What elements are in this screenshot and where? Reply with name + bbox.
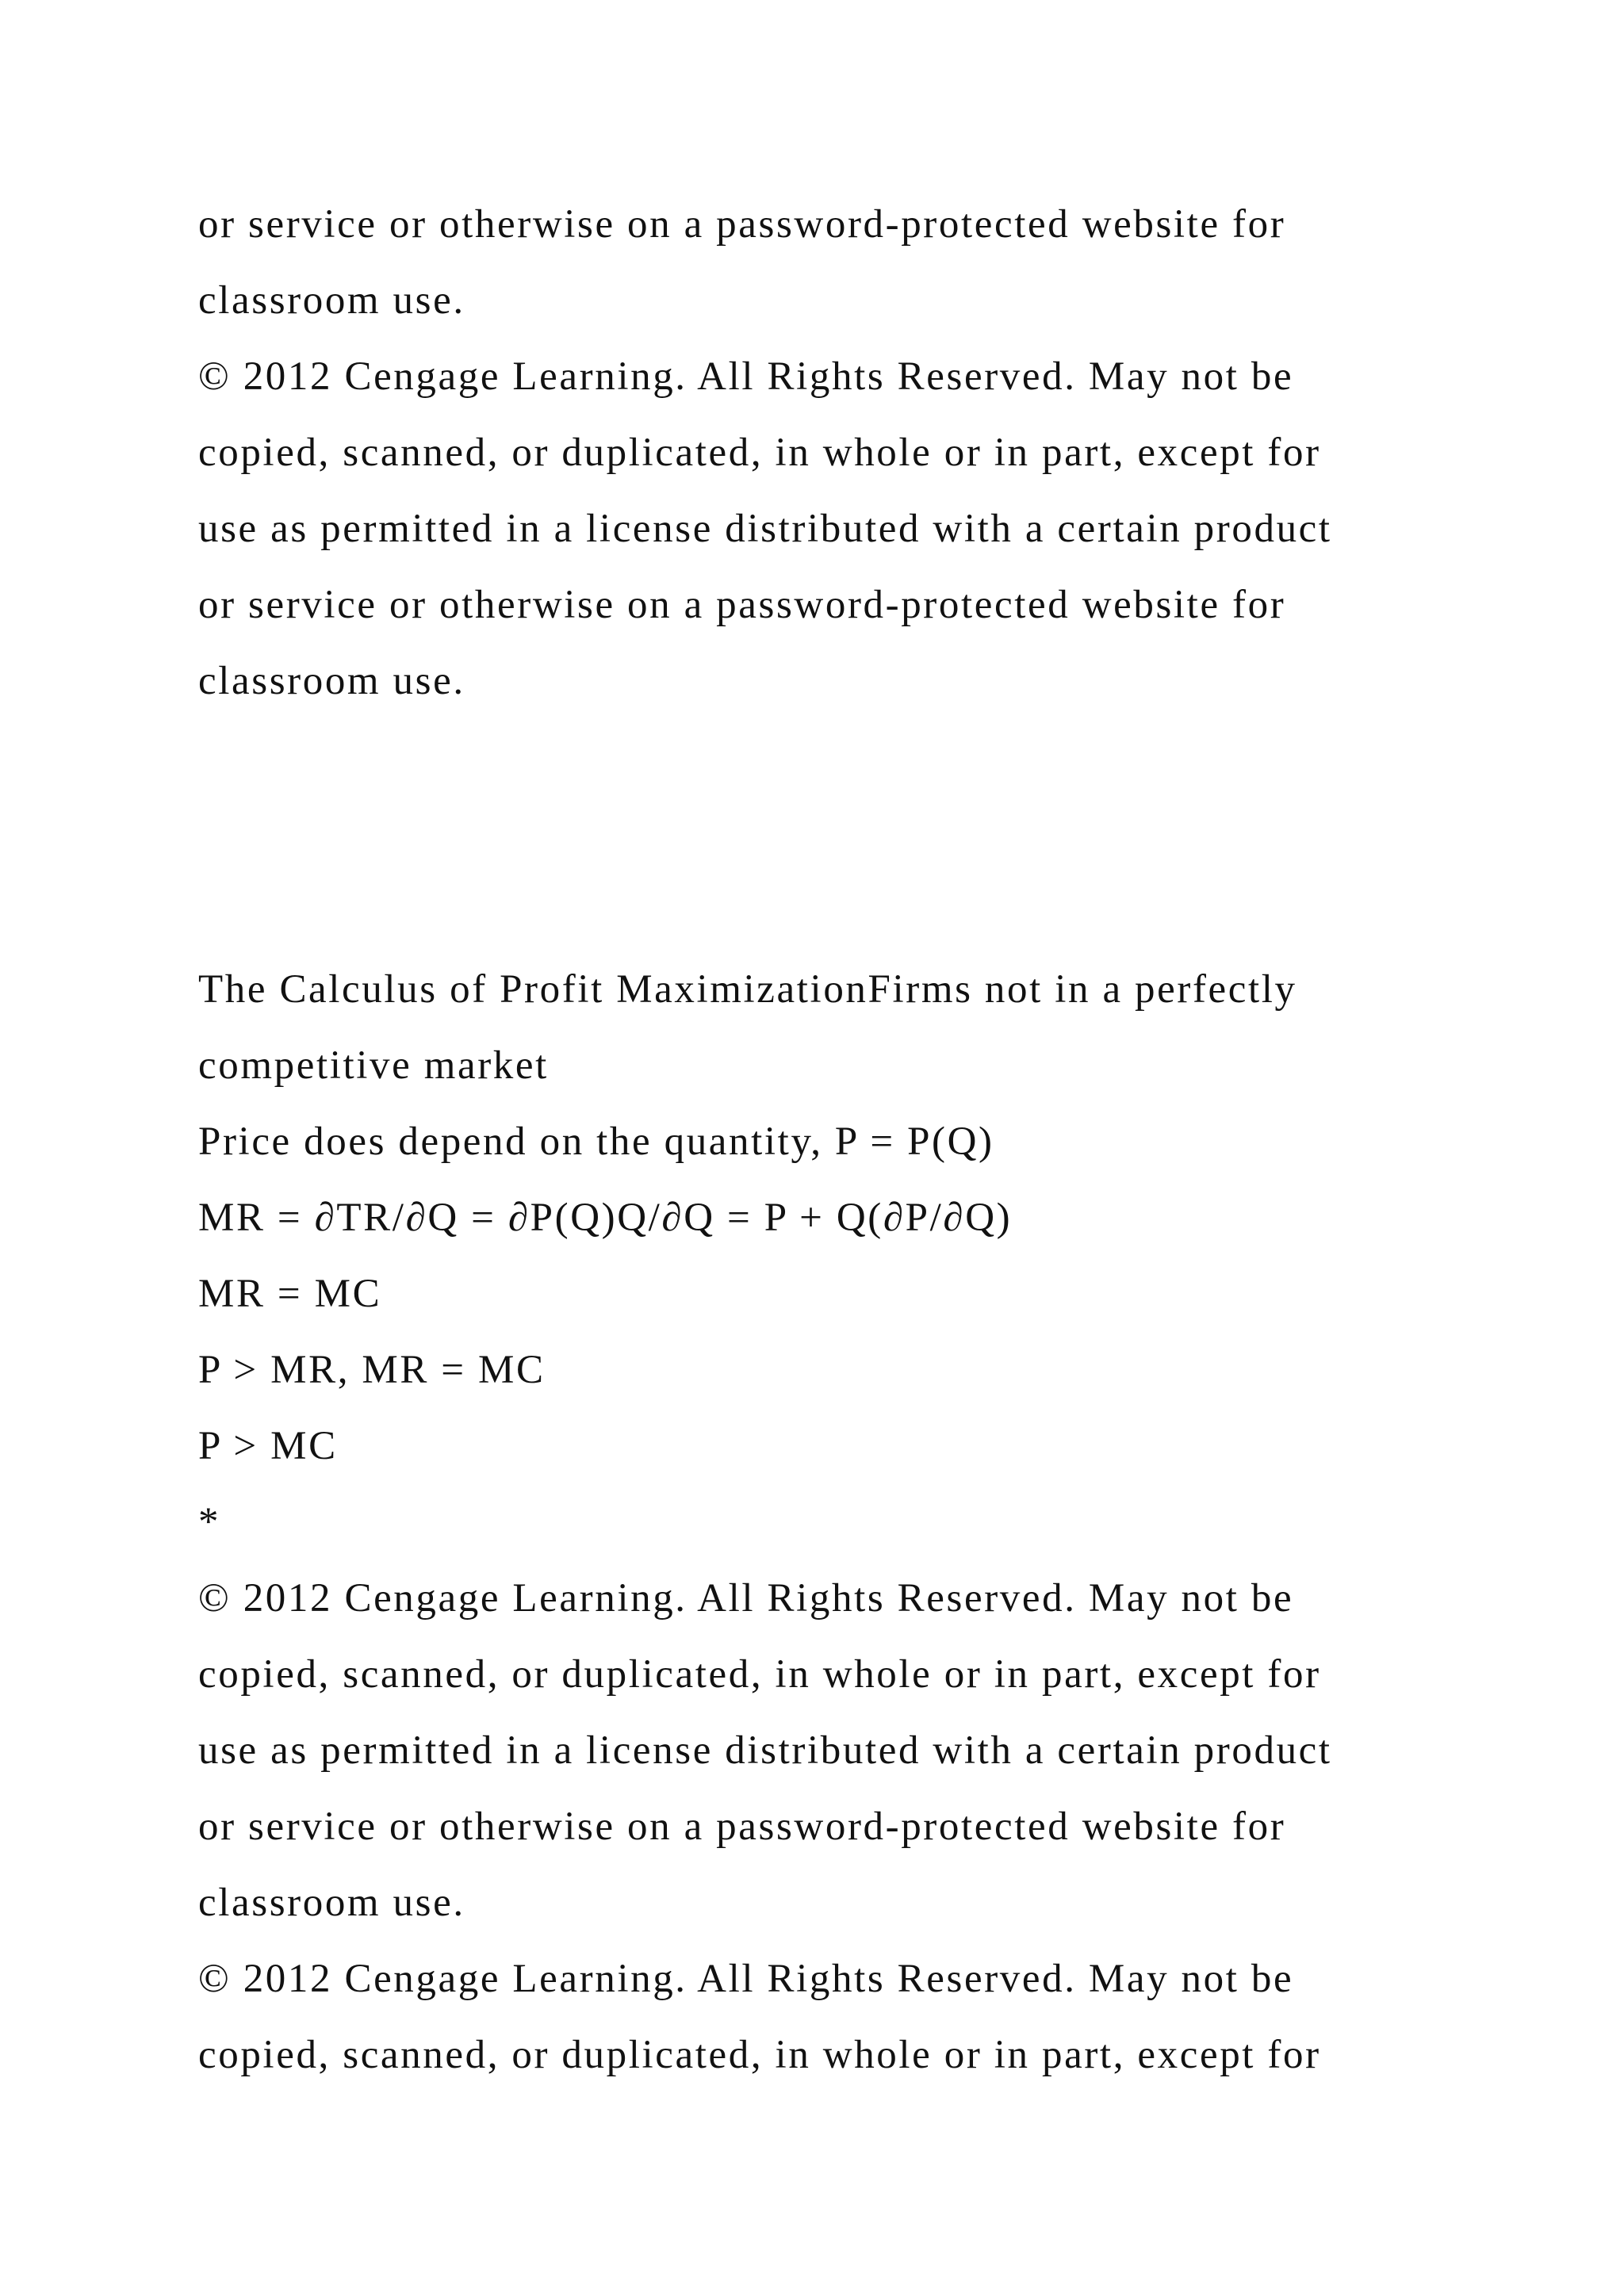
text-line: use as permitted in a license distributed with a certain product: [198, 507, 1332, 551]
text-line: copied, scanned, or duplicated, in whole or in part, except for: [198, 2033, 1321, 2077]
text-line: copied, scanned, or duplicated, in whole or in part, except for: [198, 430, 1321, 475]
text-line: classroom use.: [198, 659, 465, 703]
text-line: Price does depend on the quantity, P = P(Q): [198, 1119, 994, 1164]
text-line: or service or otherwise on a password-protected website for: [198, 202, 1286, 247]
equation-line: MR = MC: [198, 1272, 382, 1316]
section-heading-line: competitive market: [198, 1043, 549, 1088]
text-line: © 2012 Cengage Learning. All Rights Reserved. May not be: [198, 1957, 1294, 2001]
section-heading-line: The Calculus of Profit MaximizationFirms not in a perfectly: [198, 967, 1297, 1012]
equation-line: MR = ∂TR/∂Q = ∂P(Q)Q/∂Q = P + Q(∂P/∂Q): [198, 1196, 1013, 1240]
text-line: or service or otherwise on a password-protected website for: [198, 583, 1286, 627]
text-line: classroom use.: [198, 1881, 465, 1925]
copyright-text-block-top: [198, 186, 1499, 719]
asterisk-marker: *: [198, 1500, 221, 1544]
equation-line: P > MR, MR = MC: [198, 1348, 546, 1392]
text-line: or service or otherwise on a password-protected website for: [198, 1804, 1286, 1849]
profit-maximization-text-block: [198, 951, 1499, 2093]
text-line: © 2012 Cengage Learning. All Rights Reserved. May not be: [198, 1576, 1294, 1621]
text-line: copied, scanned, or duplicated, in whole or in part, except for: [198, 1652, 1321, 1697]
equation-line: P > MC: [198, 1424, 338, 1468]
text-line: use as permitted in a license distributed with a certain product: [198, 1728, 1332, 1773]
text-line: © 2012 Cengage Learning. All Rights Reserved. May not be: [198, 354, 1294, 399]
text-line: classroom use.: [198, 278, 465, 323]
